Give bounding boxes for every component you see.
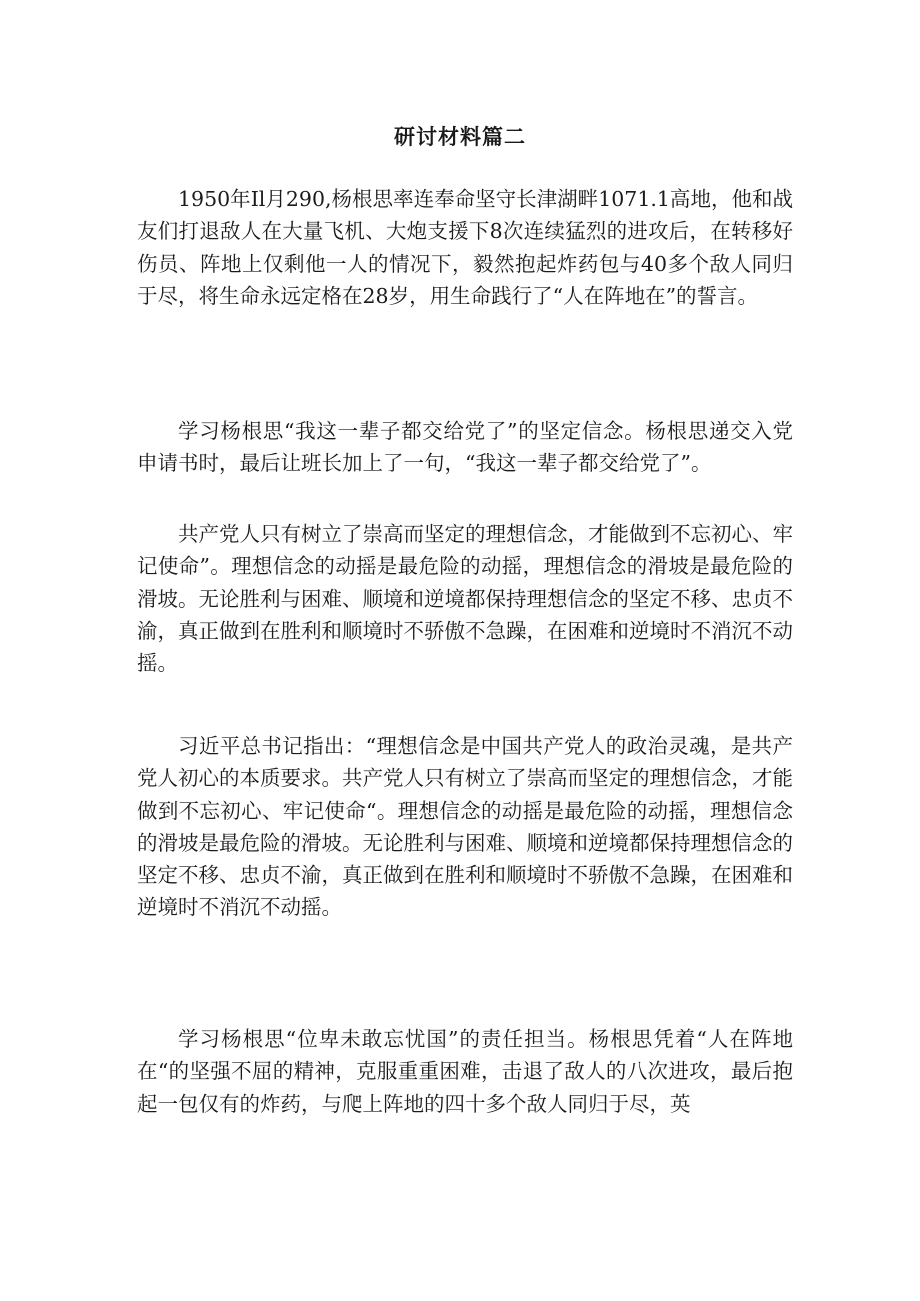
paragraph-2: 学习杨根思“我这一辈子都交给党了”的坚定信念。杨根思递交入党申请书时，最后让班长加上了一句，“我这一辈子都交给党了”。	[137, 419, 793, 476]
paragraph-5: 学习杨根思“位卑未敢忘忧国”的责任担当。杨根思凭着“人在阵地在“的坚强不屈的精神，克服重重困难，击退了敌人的八次进攻，最后抱起一包仅有的炸药，与爬上阵地的四十多个敌人同归于尽，英	[137, 1027, 793, 1116]
paragraph-4: 习近平总书记指出：“理想信念是中国共产党人的政治灵魂，是共产党人初心的本质要求。共产党人只有树立了崇高而坚定的理想信念，才能做到不忘初心、牢记使命“。理想信念的动摇是最危险的动摇，理想信念的滑坡是最危险的滑坡。无论胜利与困难、顺境和逆境都保持理想信念的坚定不移、忠贞不渝，真正做到在胜利和顺境时不骄傲不急躁，在困难和逆境时不消沉不动摇。	[137, 734, 793, 920]
paragraph-3: 共产党人只有树立了崇高而坚定的理想信念，才能做到不忘初心、牢记使命”。理想信念的动摇是最危险的动摇，理想信念的滑坡是最危险的滑坡。无论胜利与困难、顺境和逆境都保持理想信念的坚定不移、忠贞不渝，真正做到在胜利和顺境时不骄傲不急躁，在困难和逆境时不消沉不动摇。	[137, 522, 793, 676]
document-title: 研讨材料篇二	[394, 124, 526, 149]
paragraph-1: 1950年Il月290,杨根思率连奉命坚守长津湖畔1071.1高地，他和战友们打退敌人在大量飞机、大炮支援下8次连续猛烈的进攻后，在转移好伤员、阵地上仅剩他一人的情况下，毅然抱起炸药包与40多个敌人同归于尽，将生命永远定格在28岁，用生命践行了“人在阵地在”的誓言。	[137, 187, 793, 308]
